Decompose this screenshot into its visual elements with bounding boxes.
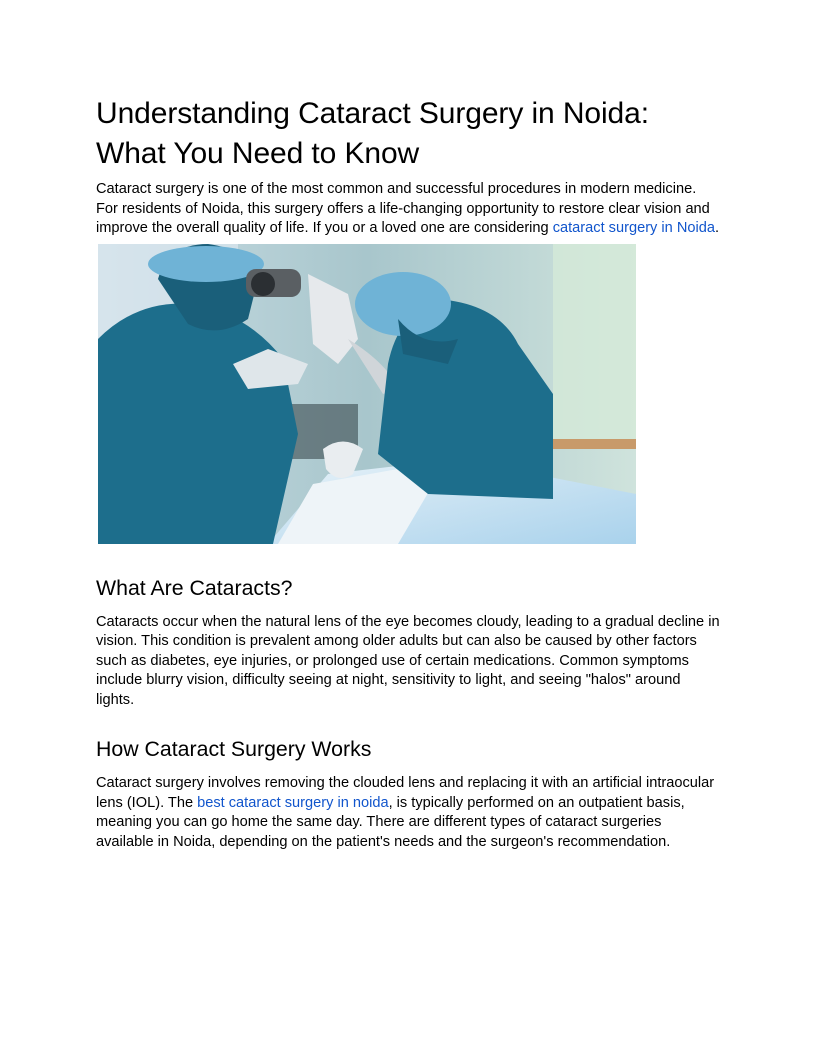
best-cataract-surgery-noida-link[interactable]: best cataract surgery in noida [197, 794, 389, 811]
section-heading-what-are-cataracts: What Are Cataracts? [96, 575, 293, 600]
surgery-text-end: , is typically performed on an outpatient basis, meaning you can go home the same day. There are different types of cataract surgeries available in Noida, depending on the patient's needs and the surgeon's recommendation. [96, 794, 685, 850]
page-title: Understanding Cataract Surgery in Noida: What You Need to Know [96, 97, 649, 170]
cataract-surgery-noida-link[interactable]: cataract surgery in Noida [552, 220, 715, 236]
section-heading-how-surgery-works: How Cataract Surgery Works [96, 737, 372, 761]
intro-paragraph [96, 180, 720, 239]
surgery-photo [98, 244, 636, 544]
section-body-how-surgery-works [96, 774, 720, 852]
intro-text-end: . [714, 220, 720, 236]
document-page [96, 94, 720, 852]
intro-text: Cataract surgery is one of the most common and successful procedures in modern medicine. For residents of Noida, this surgery offers a life-changing opportunity to restore clear vision and improve the overall quality of life. If you or a loved one are considering [96, 181, 710, 236]
surgery-text: Cataract surgery involves removing the clouded lens and replacing it with an artificial intraocular lens (IOL). The [96, 775, 715, 811]
section-body-what-are-cataracts: Cataracts occur when the natural lens of the eye becomes cloudy, leading to a gradual decline in vision. This condition is prevalent among older adults but can also be caused by other factors such as diabetes, eye injuries, or prolonged use of certain medications. Common symptoms include blurry vision, difficulty seeing at night, sensitivity to light, and seeing "halos" around lights. [96, 613, 720, 708]
